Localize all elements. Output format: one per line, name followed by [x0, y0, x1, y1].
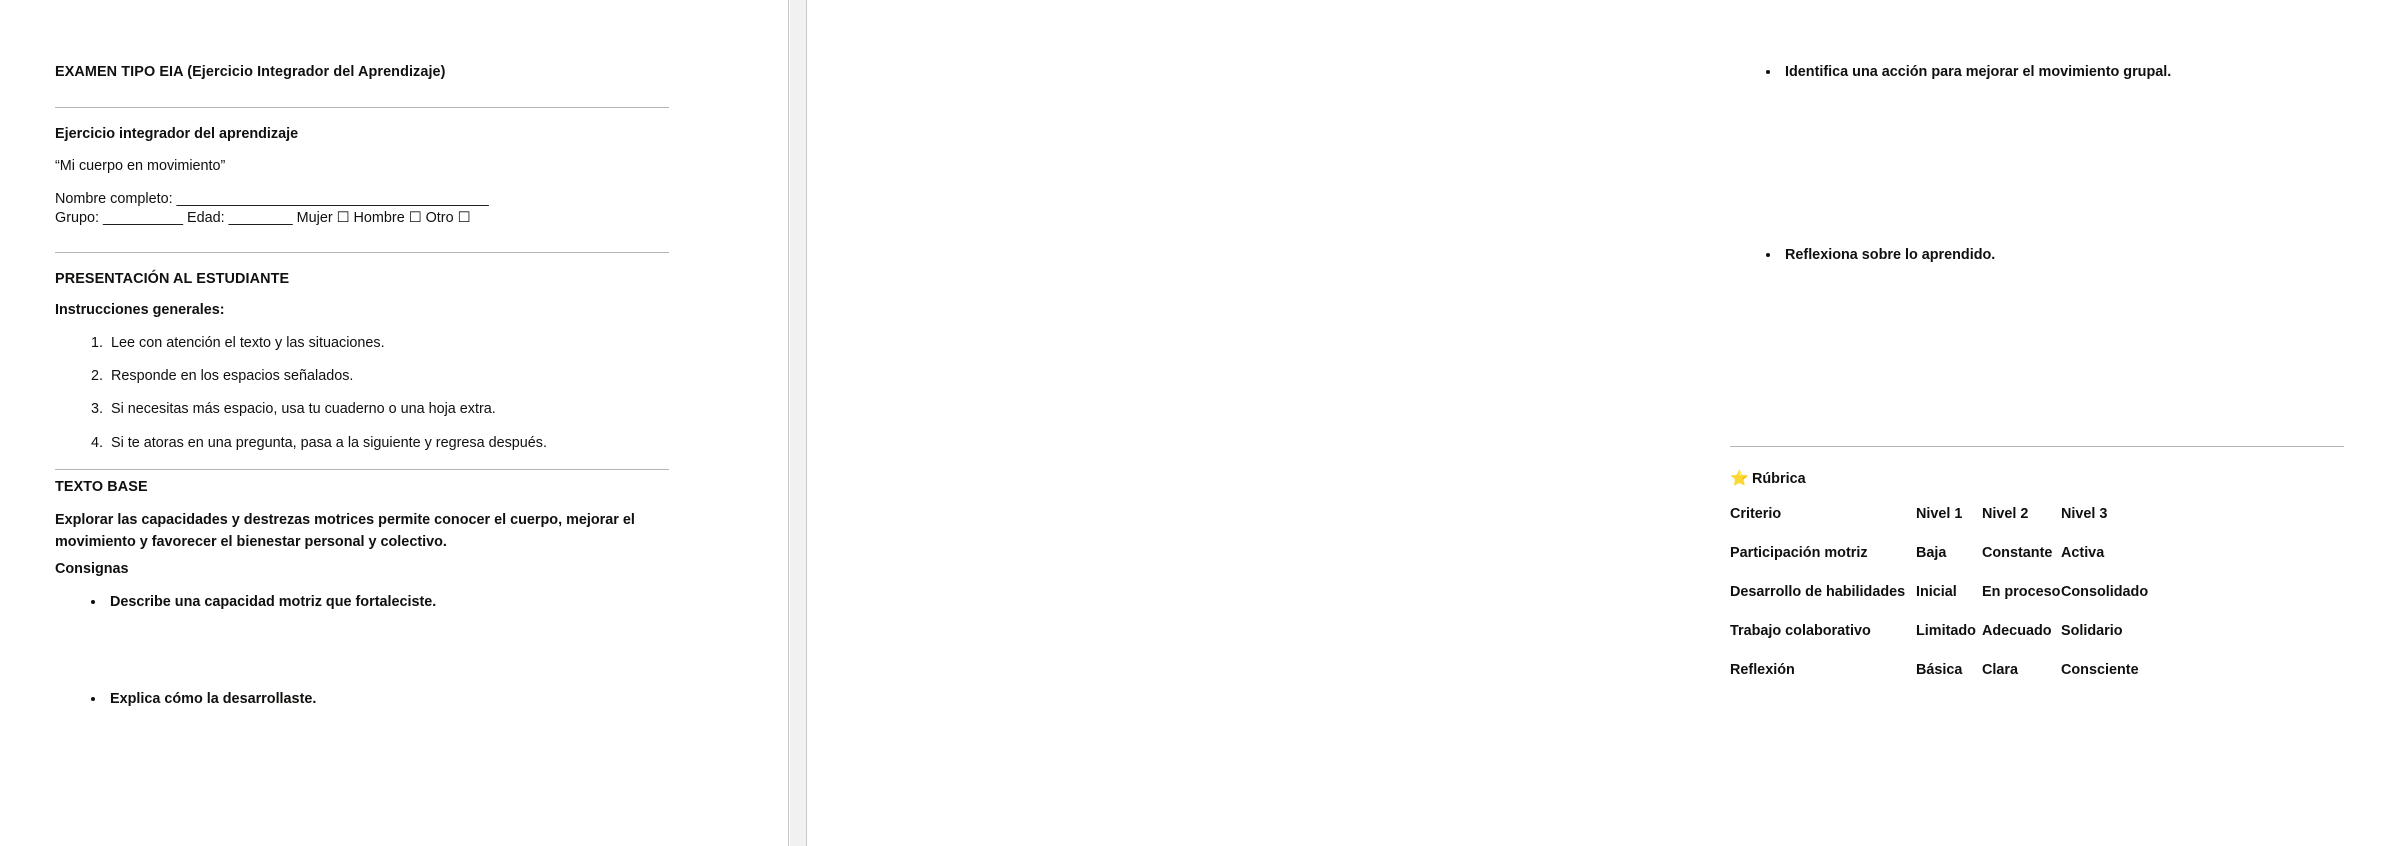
consignas-list-left [55, 593, 720, 708]
list-item: 2. Responde en los espacios señalados. [107, 367, 721, 386]
cell-nivel-1: Inicial [1916, 584, 1957, 600]
texto-base-body: Explorar las capacidades y destrezas motrices permite conocer el cuerpo, mejorar el movimiento y favorecer el bienestar personal y colectivo. [55, 512, 635, 550]
subtitle-mi-cuerpo: “Mi cuerpo en movimiento” [55, 158, 226, 174]
section-heading-ejercicio: Ejercicio integrador del aprendizaje [55, 126, 299, 142]
cell-nivel-2: Adecuado [1982, 623, 2052, 639]
divider-after-identity [55, 252, 669, 253]
column-header-nivel-3: Nivel 3 [2061, 506, 2108, 522]
instructions-list [55, 334, 721, 467]
list-item: • Describe una capacidad motriz que fortaleciste. [106, 593, 720, 612]
rubric-title-label: Rúbrica [1752, 471, 1806, 487]
cell-criterio: Desarrollo de habilidades [1730, 584, 1906, 600]
group-age-gender-field-line[interactable]: Grupo: __________ Edad: ________ Mujer ☐ Hombre ☐ Otro ☐ [55, 210, 471, 226]
cell-nivel-3: Consolidado [2061, 584, 2149, 600]
list-item: 3. Si necesitas más espacio, usa tu cuaderno o una hoja extra. [107, 400, 721, 419]
list-item: • Explica cómo la desarrollaste. [106, 690, 720, 709]
list-item: 4. Si te atoras en una pregunta, pasa a la siguiente y regresa después. [107, 434, 721, 453]
document-page-right [806, 0, 2172, 846]
name-field-line[interactable]: Nombre completo: _______________________________________ [55, 191, 489, 207]
cell-nivel-3: Activa [2061, 545, 2105, 561]
page-title: EXAMEN TIPO EIA (Ejercicio Integrador del Aprendizaje) [55, 64, 446, 80]
divider-before-rubrica [1730, 446, 2344, 447]
table-row [1730, 545, 2344, 584]
label-consignas: Consignas [55, 561, 129, 577]
table-row [1730, 623, 2344, 662]
table-header-row [1730, 506, 2344, 545]
list-item: 1. Lee con atención el texto y las situaciones. [107, 334, 721, 353]
column-header-nivel-1: Nivel 1 [1916, 506, 1963, 522]
table-row [1730, 662, 2344, 701]
cell-nivel-3: Solidario [2061, 623, 2123, 639]
cell-nivel-1: Básica [1916, 662, 1963, 678]
table-row [1730, 584, 2344, 623]
rubric-title [1730, 471, 2344, 487]
cell-criterio: Trabajo colaborativo [1730, 623, 1871, 639]
cell-nivel-2: Constante [1982, 545, 2053, 561]
cell-nivel-3: Consciente [2061, 662, 2139, 678]
cell-nivel-1: Baja [1916, 545, 1947, 561]
heading-presentacion: PRESENTACIÓN AL ESTUDIANTE [55, 271, 290, 287]
cell-nivel-1: Limitado [1916, 623, 1976, 639]
list-item: • Identifica una acción para mejorar el movimiento grupal. [1781, 63, 2395, 82]
label-instrucciones-generales: Instrucciones generales: [55, 302, 225, 318]
cell-criterio: Reflexión [1730, 662, 1795, 678]
divider-after-title [55, 107, 669, 108]
star-icon: ⭐ [1730, 470, 1749, 487]
column-header-criterio: Criterio [1730, 506, 1782, 522]
rubric-table [1730, 506, 2344, 701]
cell-nivel-2: Clara [1982, 662, 2018, 678]
list-item: • Reflexiona sobre lo aprendido. [1781, 246, 2395, 265]
cell-criterio: Participación motriz [1730, 545, 1868, 561]
document-page-left [0, 0, 789, 846]
cell-nivel-2: En proceso [1982, 584, 2061, 600]
heading-texto-base: TEXTO BASE [55, 479, 148, 495]
consignas-list-right [1730, 63, 2395, 264]
divider-before-texto-base [55, 469, 669, 470]
column-header-nivel-2: Nivel 2 [1982, 506, 2029, 522]
page-gutter [790, 0, 806, 846]
